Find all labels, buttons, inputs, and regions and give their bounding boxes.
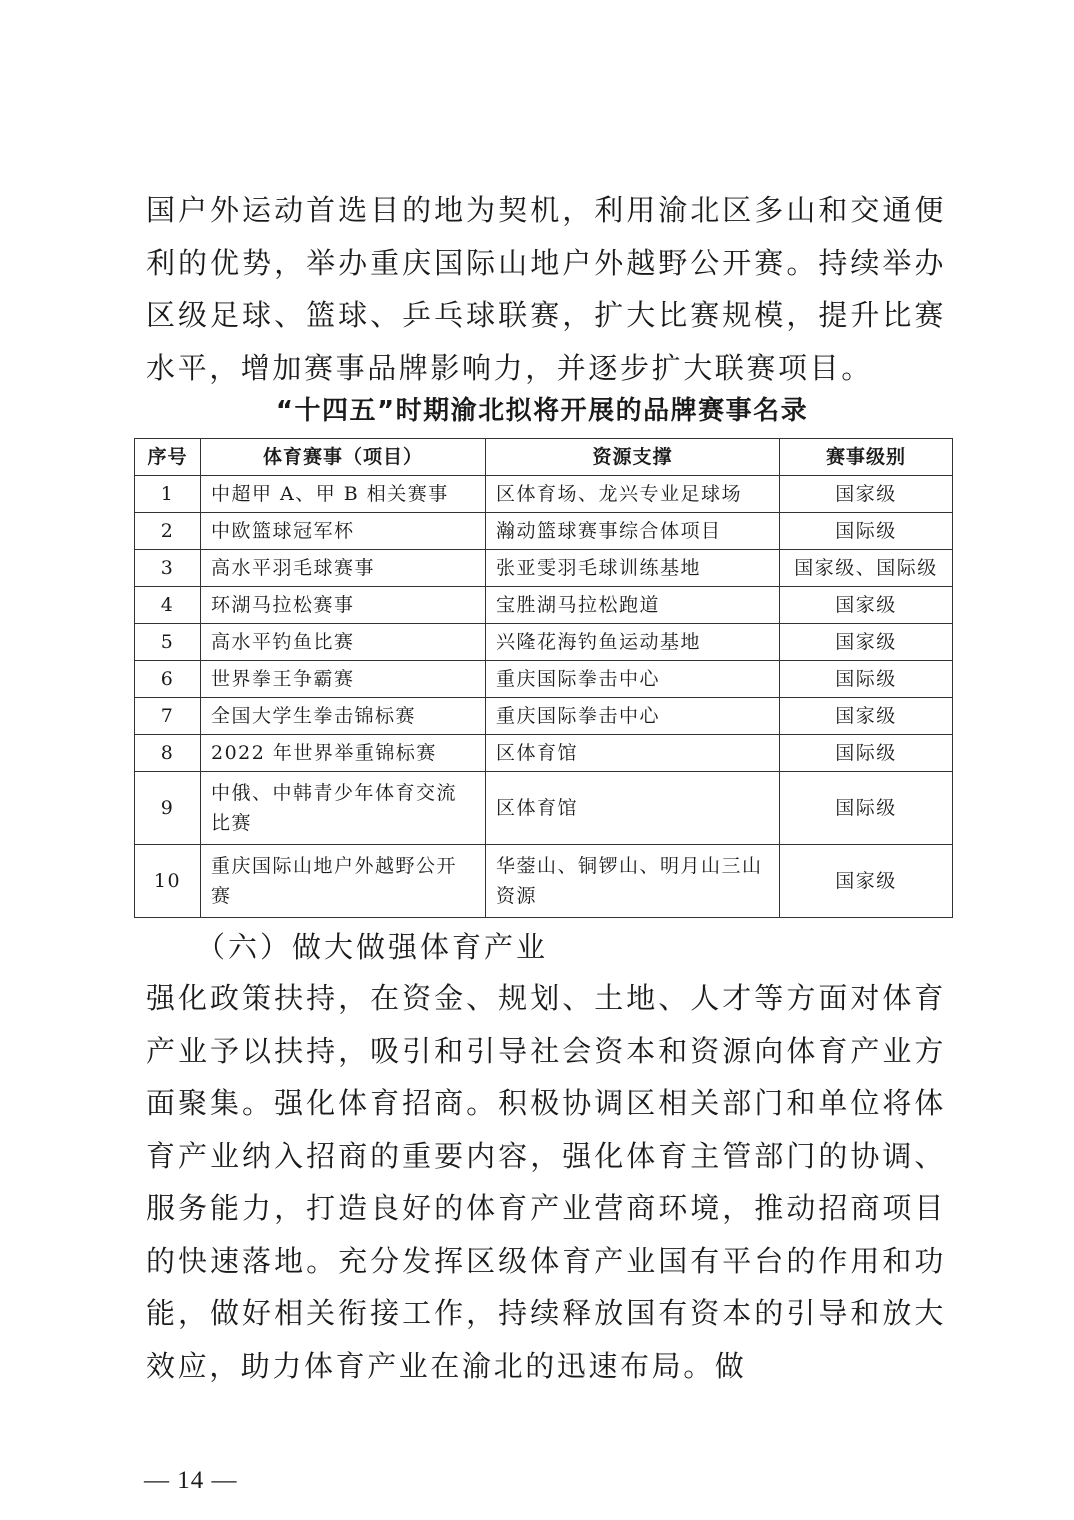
table-row [135,476,953,513]
table-row [135,845,953,918]
cell-event: 重庆国际山地户外越野公开赛 [201,845,486,918]
cell-event: 2022 年世界举重锦标赛 [201,735,486,772]
cell-number: 8 [135,735,201,772]
paragraph-bottom: 强化政策扶持，在资金、规划、土地、人才等方面对体育产业予以扶持，吸引和引导社会资本和资源向体育产业方面聚集。强化体育招商。积极协调区相关部门和单位将体育产业纳入招商的重要内容，强化体育主管部门的协调、服务能力，打造良好的体育产业营商环境，推动招商项目的快速落地。充分发挥区级体育产业国有平台的作用和功能，做好相关衔接工作，持续释放国有资本的引导和放大效应，助力体育产业在渝北的迅速布局。做 [146,981,946,1383]
table-row [135,735,953,772]
cell-number: 2 [135,513,201,550]
cell-number: 5 [135,624,201,661]
cell-level: 国家级、国际级 [780,550,953,587]
table-row [135,624,953,661]
paragraph-top: 国户外运动首选目的地为契机，利用渝北区多山和交通便利的优势，举办重庆国际山地户外越野公开赛。持续举办区级足球、篮球、乒乓球联赛，扩大比赛规模，提升比赛水平，增加赛事品牌影响力，并逐步扩大联赛项目。 [146,193,946,385]
cell-number: 1 [135,476,201,513]
section-heading: （六）做大做强体育产业 [196,930,549,964]
cell-resource: 瀚动篮球赛事综合体项目 [486,513,780,550]
cell-resource: 宝胜湖马拉松跑道 [486,587,780,624]
cell-event: 中超甲 A、甲 B 相关赛事 [201,476,486,513]
cell-level: 国家级 [780,476,953,513]
table-row [135,513,953,550]
table-row [135,587,953,624]
table-header-row [135,439,953,476]
cell-resource: 重庆国际拳击中心 [486,661,780,698]
cell-level: 国家级 [780,624,953,661]
cell-resource: 张亚雯羽毛球训练基地 [486,550,780,587]
cell-event: 世界拳王争霸赛 [201,661,486,698]
cell-number: 7 [135,698,201,735]
cell-level: 国际级 [780,735,953,772]
cell-level: 国家级 [780,698,953,735]
page-number: — 14 — [144,1467,238,1494]
header-number: 序号 [135,439,201,476]
cell-event: 高水平羽毛球赛事 [201,550,486,587]
cell-level: 国际级 [780,661,953,698]
cell-resource: 区体育场、龙兴专业足球场 [486,476,780,513]
cell-event: 环湖马拉松赛事 [201,587,486,624]
table-row [135,698,953,735]
cell-resource: 区体育馆 [486,735,780,772]
cell-level: 国际级 [780,772,953,845]
cell-resource: 区体育馆 [486,772,780,845]
cell-number: 6 [135,661,201,698]
header-resource: 资源支撑 [486,439,780,476]
header-event: 体育赛事（项目） [201,439,486,476]
cell-event: 高水平钓鱼比赛 [201,624,486,661]
cell-number: 9 [135,772,201,845]
cell-level: 国家级 [780,845,953,918]
cell-level: 国家级 [780,587,953,624]
cell-event: 中欧篮球冠军杯 [201,513,486,550]
table-caption: “十四五”时期渝北拟将开展的品牌赛事名录 [275,396,809,426]
cell-resource: 兴隆花海钓鱼运动基地 [486,624,780,661]
cell-resource: 重庆国际拳击中心 [486,698,780,735]
cell-number: 4 [135,587,201,624]
table-row [135,550,953,587]
cell-number: 3 [135,550,201,587]
cell-level: 国际级 [780,513,953,550]
cell-event: 中俄、中韩青少年体育交流比赛 [201,772,486,845]
header-level: 赛事级别 [780,439,953,476]
table-row [135,661,953,698]
table-row [135,772,953,845]
events-table [134,438,953,918]
cell-resource: 华蓥山、铜锣山、明月山三山资源 [486,845,780,918]
cell-number: 10 [135,845,201,918]
cell-event: 全国大学生拳击锦标赛 [201,698,486,735]
